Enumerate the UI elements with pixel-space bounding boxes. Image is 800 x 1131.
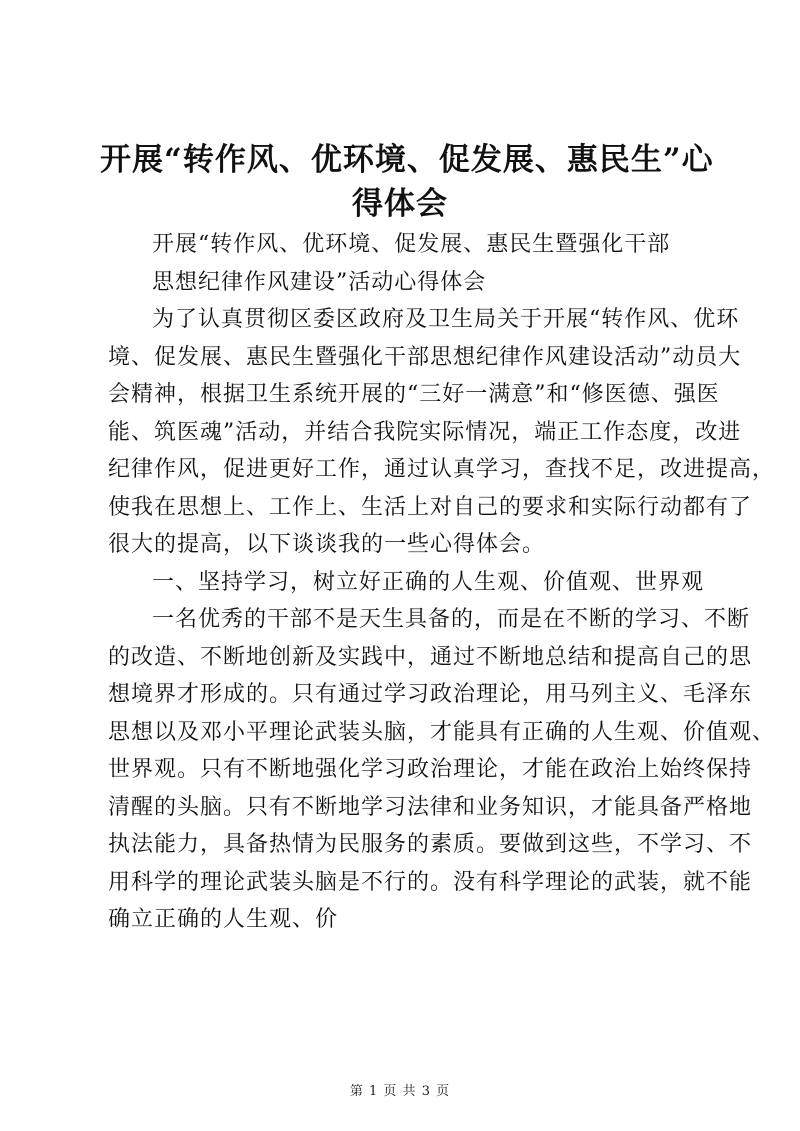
- title-line-1: 开展“转作风、优环境、促发展、惠民生”心: [100, 142, 714, 178]
- body-line: 使我在思想上、工作上、生活上对自己的要求和实际行动都有了: [108, 494, 753, 520]
- body-line: 纪律作风，促进更好工作，通过认真学习，查找不足，改进提高，: [108, 457, 776, 482]
- body-line: 为了认真贯彻区委区政府及卫生局关于开展“转作风、优环: [152, 307, 740, 332]
- body-line: 世界观。只有不断地强化学习政治理论，才能在政治上始终保持: [108, 757, 753, 782]
- body-line: 确立正确的人生观、价: [108, 907, 339, 932]
- body-line: 清醒的头脑。只有不断地学习法律和业务知识，才能具备严格地: [108, 794, 753, 820]
- body-line: 境、促发展、惠民生暨强化干部思想纪律作风建设活动”动员大: [108, 344, 742, 370]
- body-line: 思想纪律作风建设”活动心得体会: [152, 269, 487, 295]
- body-line: 想境界才形成的。只有通过学习政治理论，用马列主义、毛泽东: [108, 682, 753, 707]
- body-line: 一名优秀的干部不是天生具备的，而是在不断的学习、不断: [152, 607, 751, 632]
- body-line: 会精神，根据卫生系统开展的“三好一满意”和“修医德、强医: [108, 382, 720, 407]
- body-line: 一、坚持学习，树立好正确的人生观、价值观、世界观: [152, 569, 705, 595]
- body-line: 思想以及邓小平理论武装头脑，才能具有正确的人生观、价值观、: [108, 719, 776, 745]
- page-footer: 第 1 页 共 3 页: [349, 1084, 451, 1099]
- body-line: 能、筑医魂”活动，并结合我院实际情况，端正工作态度，改进: [108, 419, 742, 445]
- body-line: 用科学的理论武装头脑是不行的。没有科学理论的武装，就不能: [108, 869, 753, 895]
- body-line: 执法能力，具备热情为民服务的素质。要做到这些，不学习、不: [108, 832, 753, 857]
- body-line: 开展“转作风、优环境、促发展、惠民生暨强化干部: [152, 232, 671, 257]
- body-line: 的改造、不断地创新及实践中，通过不断地总结和提高自己的思: [108, 644, 753, 670]
- document-title: [100, 138, 714, 226]
- body-line: 很大的提高，以下谈谈我的一些心得体会。: [108, 532, 546, 557]
- document-body: [108, 226, 776, 939]
- title-line-2: 得体会: [352, 186, 448, 222]
